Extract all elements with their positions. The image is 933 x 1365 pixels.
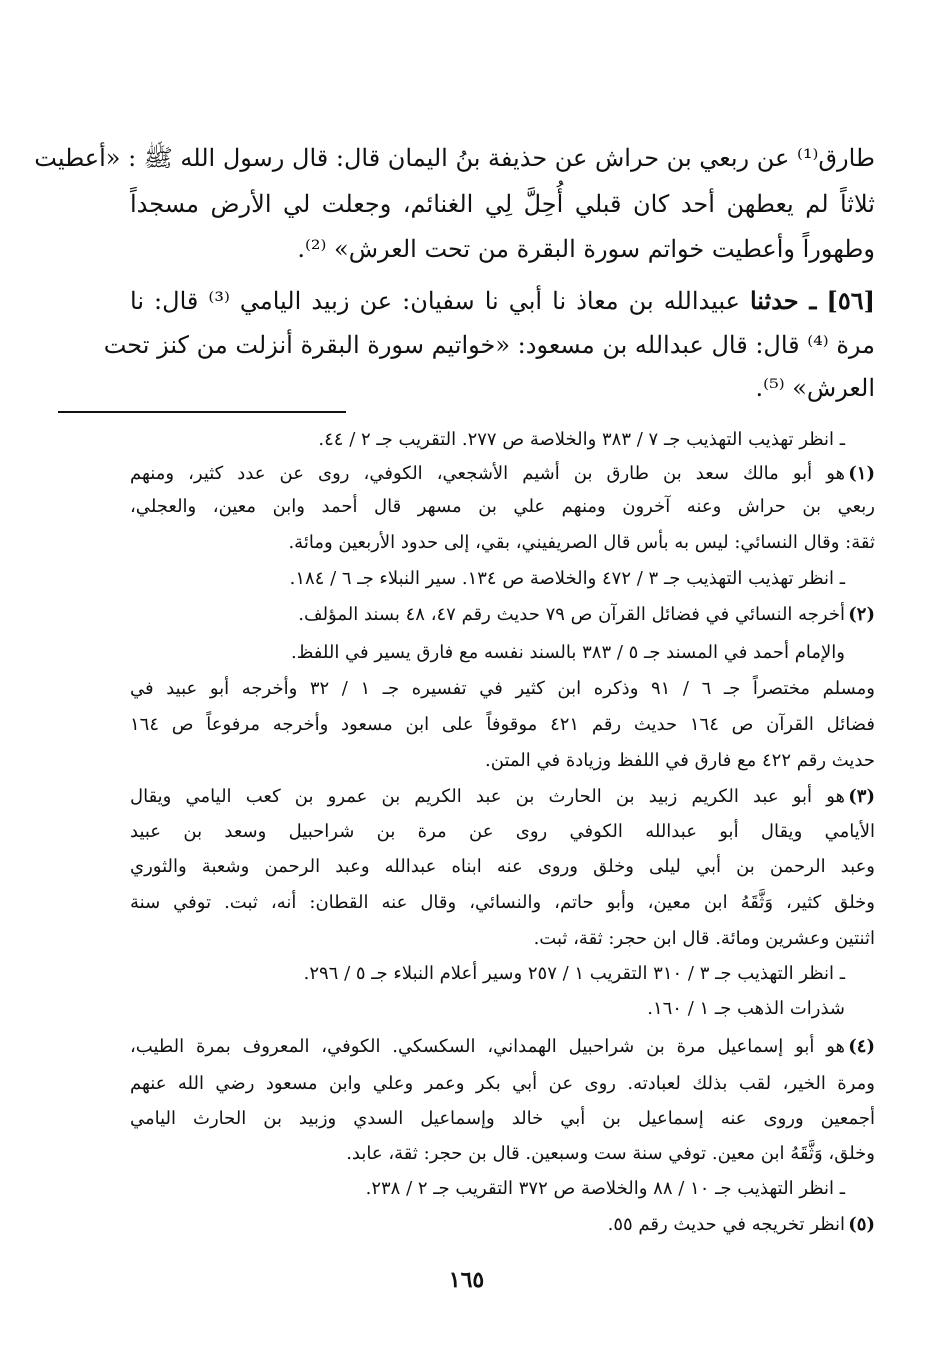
hadith-56-line: العرش» ⁽⁵⁾. [755,374,875,402]
footnote-1-line: ربعي بن حراش وعنه آخرون ومنهم علي بن مسهر قال أحمد وابن معين، والعجلي، [130,496,875,517]
main-text-line: وطهوراً وأعطيت خواتم سورة البقرة من تحت العرش» ⁽²⁾. [297,235,875,263]
footnote-marker-4: (٤) [848,1036,875,1057]
footnote-marker-3: (٣) [848,786,875,807]
footnote-4-line: وخلق، وَثَّقَهُ ابن معين. توفي سنة ست وسبعين. قال بن حجر: ثقة، عابد. [346,1143,875,1164]
hadith-56-line: مرة ⁽⁴⁾ قال: قال عبدالله بن مسعود: «خواتيم سورة البقرة أنزلت من كنز تحت [103,331,875,359]
main-text-line: طارق⁽¹⁾ عن ربعي بن حراش عن حذيفة بنُ اليمان قال: قال رسول الله ﷺ : «أعطيت [34,144,875,172]
footnote-separator [58,411,346,413]
footnote-3-line: اثنتين وعشرين ومائة. قال ابن حجر: ثقة، ثبت. [533,928,875,949]
footnote-1-line: هو أبو مالك سعد بن طارق بن أشيم الأشجعي، الكوفي، روى عن عدد كثير، ومنهم [130,463,845,484]
footnote-2-line: أخرجه النسائي في فضائل القرآن ص ٧٩ حديث رقم ٤٧، ٤٨ بسند المؤلف. [298,604,845,625]
hadith-number: [٥٦] [826,286,875,315]
footnote-3-line: شذرات الذهب جـ ١ / ١٦٠. [647,998,845,1019]
footnote-marker-1: (١) [848,463,875,484]
footnote-3-line: وعبد الرحمن بن أبي ليلى وخلق وروى عنه ابناه عبدالله وعبد الرحمن وشعبة والثوري [130,856,875,877]
footnote-4-line: ـ انظر التهذيب جـ ١٠ / ٨٨ والخلاصة ص ٣٧٢ التقريب جـ ٢ / ٢٣٨. [365,1178,845,1199]
page-number: ١٦٥ [448,1267,485,1293]
footnote-4-line: ومرة الخير، لقب بذلك لعبادته. روى عن أبي بكر وعمر وعلي وابن مسعود رضي الله عنهم [130,1073,875,1094]
footnote-1-line: ثقة: وقال النسائي: ليس به بأس قال الصريفيني، بقي، إلى حدود الأربعين ومائة. [288,532,875,553]
footnote-3-line: وخلق كثير، وَثَّقَهُ ابن معين، وأبو حاتم، والنسائي، وقال عنه القطان: أنه، ثبت. توفي سنة [130,892,875,913]
hadith-text: عبيدالله بن معاذ نا أبي نا سفيان: عن زبيد اليامي ⁽³⁾ قال: نا [130,287,740,315]
footnote-3-line: هو أبو عبد الكريم زبيد بن الحارث بن عبد الكريم بن عمرو بن كعب اليامي ويقال [130,786,845,807]
footnote-marker-2: (٢) [848,604,875,625]
footnote-1-line: ـ انظر تهذيب التهذيب جـ ٣ / ٤٧٢ والخلاصة ص ١٣٤. سير النبلاء جـ ٦ / ١٨٤. [289,568,845,589]
footnote-2-line: حديث رقم ٤٢٢ مع فارق في اللفظ وزيادة في المتن. [485,750,875,771]
hadith-lead: ـ حدثنا [749,286,817,315]
footnote-2-line: فضائل القرآن ص ١٦٤ حديث رقم ٤٢١ موقوفاً على ابن مسعود وأخرجه مرفوعاً ص ١٦٤ [130,714,876,735]
footnote-3-line: ـ انظر التهذيب جـ ٣ / ٣١٠ التقريب ١ / ٢٥٧ وسير أعلام النبلاء جـ ٥ / ٢٩٦. [303,963,845,984]
footnote-4-line: هو أبو إسماعيل مرة بن شراحبيل الهمداني، السكسكي. الكوفي، المعروف بمرة الطيب، [130,1036,845,1057]
main-text-line: ثلاثاً لم يعطهن أحد كان قبلي أُحِلَّ لِي الغنائم، وجعلت لي الأرض مسجداً [130,190,875,218]
footnote-3-line: الأيامي ويقال أبو عبدالله الكوفي روى عن مرة بن شراحبيل وسعد بن عبيد [130,821,875,842]
footnote-5-line: انظر تخريجه في حديث رقم ٥٥. [607,1214,845,1235]
hadith-56-line [130,286,875,316]
footnote-2-line: والإمام أحمد في المسند جـ ٥ / ٣٨٣ بالسند نفسه مع فارق يسير في اللفظ. [290,642,845,663]
footnote-marker-5: (٥) [848,1214,875,1235]
footnote-pre-note: ـ انظر تهذيب التهذيب جـ ٧ / ٣٨٣ والخلاصة ص ٢٧٧. التقريب جـ ٢ / ٤٤. [318,429,845,450]
footnote-2-line: ومسلم مختصراً جـ ٦ / ٩١ وذكره ابن كثير في تفسيره جـ ١ / ٣٢ وأخرجه أبو عبيد في [130,678,875,699]
footnote-4-line: أجمعين وروى عنه إسماعيل بن أبي خالد وإسماعيل السدي وزبيد بن الحارث اليامي [130,1108,875,1129]
